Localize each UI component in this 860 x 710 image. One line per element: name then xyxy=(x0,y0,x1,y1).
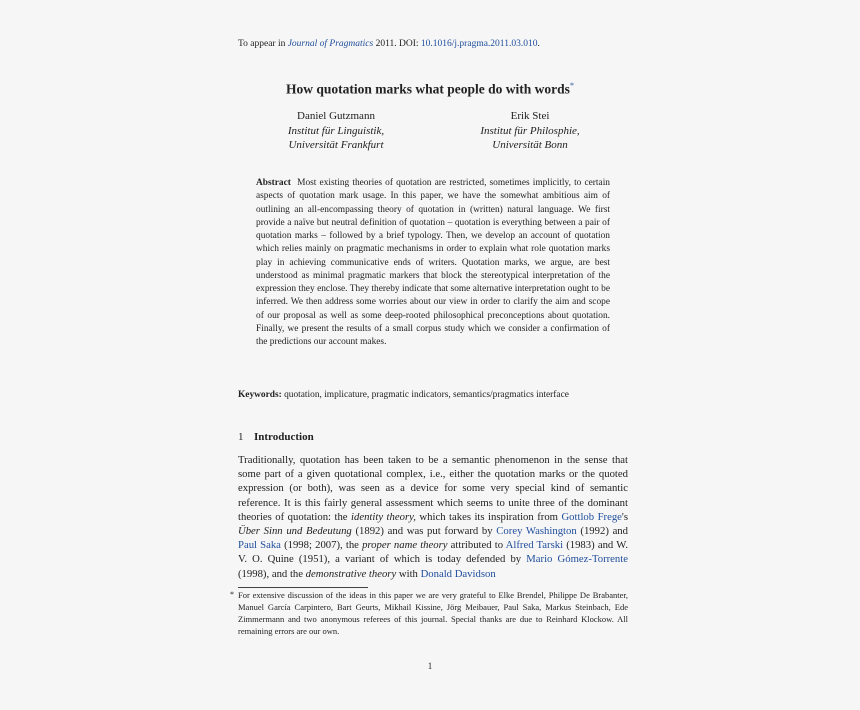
doi-label: DOI: xyxy=(399,39,421,49)
author-1 xyxy=(236,109,436,153)
intro-text: (1992) and xyxy=(576,525,628,538)
header-prefix: To appear in xyxy=(238,39,288,49)
section-title: Introduction xyxy=(254,431,314,443)
header-year: 2011. xyxy=(373,39,399,49)
intro-text: with xyxy=(396,567,421,580)
abstract-label: Abstract xyxy=(256,178,291,188)
journal-name-link[interactable]: Journal of Pragmatics xyxy=(287,39,374,49)
author-2-university: Universität Bonn xyxy=(492,139,568,151)
page-number: 1 xyxy=(427,661,433,671)
title-text: How quotation marks what people do with words xyxy=(286,81,570,97)
header-suffix: . xyxy=(537,39,540,49)
intro-text: (1998), and the xyxy=(238,567,306,580)
intro-emph: Über Sinn und Bedeutung xyxy=(238,525,352,538)
intro-text: 's xyxy=(621,510,629,523)
citation-link-gomez-torrente[interactable]: Mario Gómez-Torrente xyxy=(526,553,628,566)
intro-emph: identity theory, xyxy=(351,510,416,523)
author-2-affiliation: Institut für Philosphie, xyxy=(480,124,580,137)
footnote-rule xyxy=(238,587,368,588)
keywords xyxy=(238,390,569,400)
abstract-text: Most existing theories of quotation are restricted, sometimes implicitly, to certain aspects of quotation mark usage. In this paper, we have the somewhat ambitious aim of outlining an all-encompassing theory of quotation in (written) natural language. We first provide a naïve but neutral definition of quotation – quotation is everything between a pair of quotation marks – followed by a brief typology. Then, we develop an account of quotation which relies mainly on pragmatic mechanisms in order to explain what role quotation marks play in achieving communicative ends of writers. Quotation marks, we argue, are best understood as minimal pragmatic markers that block the stereotypical interpretation of the expression they enclose. They thereby indicate that some alternative interpretation ought to be inferred. We then address some worries about our view in order to clarify the aim and scope of our proposal as well as some deep-rooted philosophical preconceptions about quotation. Finally, we present the results of a small corpus study which we consider a confirmation of the predictions our account makes. xyxy=(256,178,610,347)
footnote xyxy=(230,589,628,637)
author-1-university: Universität Frankfurt xyxy=(288,139,384,151)
section-number: 1 xyxy=(238,431,244,443)
journal-header xyxy=(238,39,540,49)
author-1-name: Daniel Gutzmann xyxy=(297,110,375,122)
author-1-affiliation: Institut für Linguistik, xyxy=(287,124,385,137)
intro-text: which takes its inspiration from xyxy=(415,510,562,523)
author-2-name: Erik Stei xyxy=(510,110,550,122)
citation-link-washington[interactable]: Corey Washington xyxy=(496,525,577,538)
section-heading xyxy=(238,431,314,443)
citation-link-davidson[interactable]: Donald Davidson xyxy=(420,567,496,580)
citation-link-frege[interactable]: Gottlob Frege xyxy=(561,510,622,523)
citation-link-saka[interactable]: Paul Saka xyxy=(238,539,281,552)
intro-emph: demonstrative theory xyxy=(305,567,397,580)
author-2 xyxy=(430,109,630,153)
keywords-label: Keywords: xyxy=(238,390,282,400)
doi-link[interactable]: 10.1016/j.pragma.2011.03.010 xyxy=(420,39,538,49)
intro-text: Traditionally, quotation has been taken to be a semantic phenomenon in the sense that some part of a given quotational complex, i.e., either the quotation marks or the quoted expression (or both), was seen as a device for some very special kind of semantic reference. It is this fairly general assessment which seems to unite three of the dominant theories of quotation: the xyxy=(238,454,628,523)
footnote-mark: * xyxy=(230,590,234,599)
footnote-text: For extensive discussion of the ideas in this paper we are very grateful to Elke Brendel, Philippe De Brabanter, Manuel García Carpintero, Bart Geurts, Mikhail Kissine, Jörg Meibauer, Paul Saka, Markus Steinbach, Ede Zimmermann and two anonymous referees of this journal. Special thanks are due to Reinhard Klockow. All remaining errors are our own. xyxy=(238,590,628,636)
intro-text: attributed to xyxy=(447,539,506,552)
intro-text: (1983) and W. V. O. Quine (1951), a variant of which is today defended by xyxy=(238,539,628,566)
citation-link-tarski[interactable]: Alfred Tarski xyxy=(505,539,564,552)
intro-paragraph xyxy=(238,453,628,581)
keywords-text: quotation, implicature, pragmatic indicators, semantics/pragmatics interface xyxy=(281,390,569,400)
intro-emph: proper name theory xyxy=(362,539,448,552)
title-footnote-mark[interactable]: * xyxy=(569,81,574,90)
intro-text: (1998; 2007), the xyxy=(280,539,363,552)
paper-title xyxy=(0,81,860,98)
abstract xyxy=(256,177,610,349)
intro-text: (1892) and was put forward by xyxy=(351,525,497,538)
